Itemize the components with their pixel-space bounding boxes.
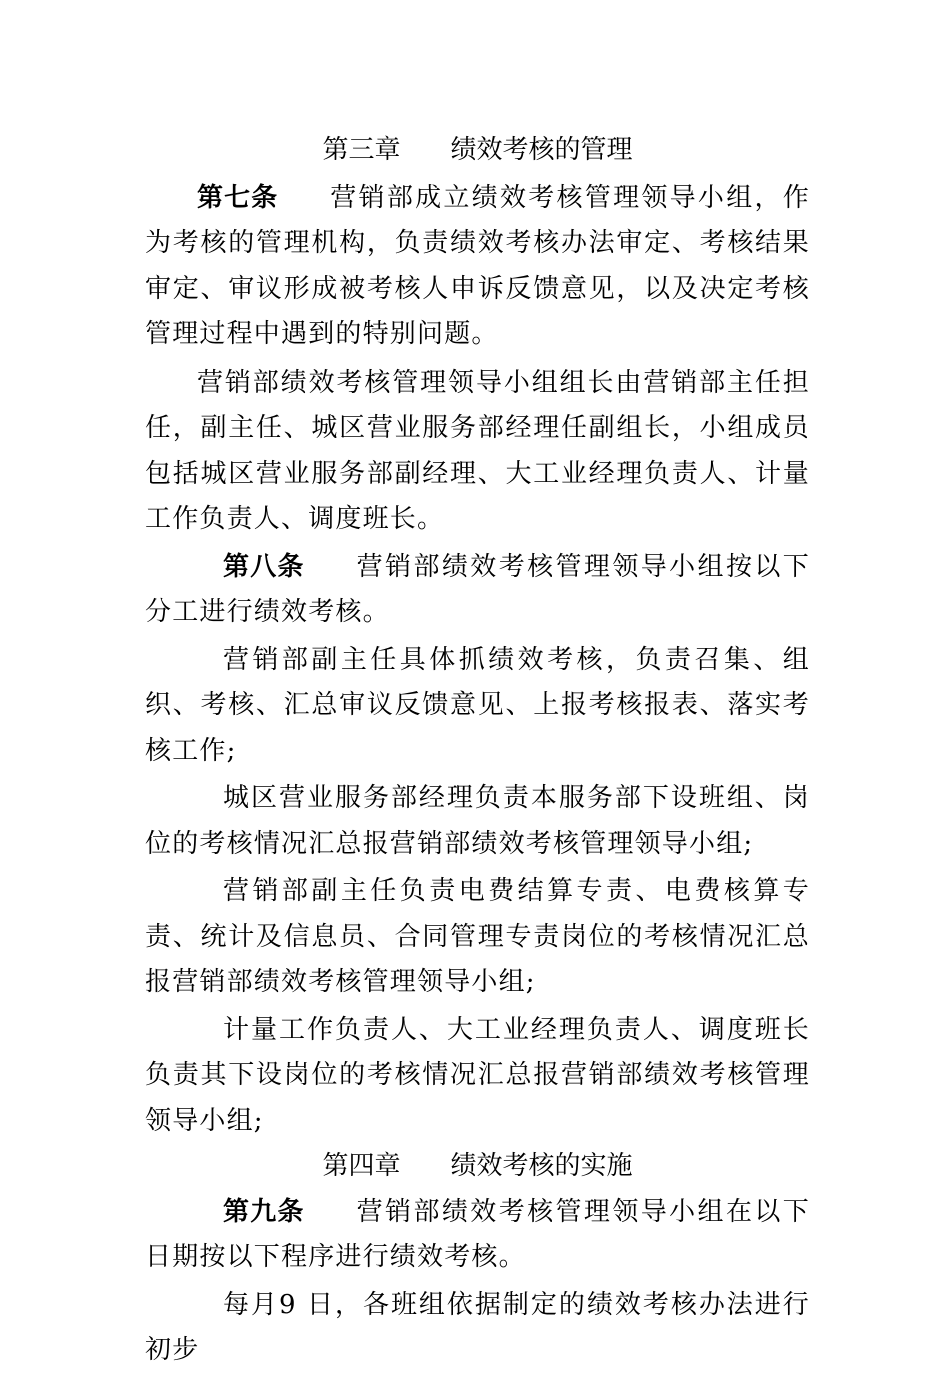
chapter-heading: [145, 128, 810, 174]
article-text: 营销部成立绩效考核管理领导小组，作为考核的管理机构，负责绩效考核办法审定、考核结果审定、审议形成被考核人申诉反馈意见，以及决定考核管理过程中遇到的特别问题。: [145, 182, 810, 349]
article-number: 第七条: [197, 182, 279, 213]
chapter-title: 绩效考核的实施: [450, 1151, 633, 1181]
chapter-title: 绩效考核的管理: [450, 135, 633, 165]
article-text: 营销部绩效考核管理领导小组按以下分工进行绩效考核。: [145, 551, 810, 627]
article-paragraph: [145, 176, 810, 358]
body-paragraph: 计量工作负责人、大工业经理负责人、调度班长负责其下设岗位的考核情况汇总报营销部绩效考核管理领导小组;: [145, 1014, 810, 1136]
chapter-number: 第三章: [322, 135, 401, 165]
article-number: 第九条: [223, 1196, 305, 1227]
article-number: 第八条: [223, 551, 305, 582]
article-text: 营销部绩效考核管理领导小组在以下日期按以下程序进行绩效考核。: [145, 1196, 810, 1272]
chapter-number: 第四章: [322, 1151, 401, 1181]
body-paragraph: 城区营业服务部经理负责本服务部下设班组、岗位的考核情况汇总报营销部绩效考核管理领导小组;: [145, 783, 810, 859]
body-paragraph: 营销部副主任具体抓绩效考核，负责召集、组织、考核、汇总审议反馈意见、上报考核报表、落实考核工作;: [145, 644, 810, 766]
chapter-heading: [145, 1144, 810, 1190]
article-paragraph: [145, 545, 810, 636]
body-paragraph: 营销部绩效考核管理领导小组组长由营销部主任担任，副主任、城区营业服务部经理任副组长，小组成员包括城区营业服务部副经理、大工业经理负责人、计量工作负责人、调度班长。: [145, 367, 810, 534]
article-paragraph: [145, 1190, 810, 1281]
body-paragraph: 每月9 日，各班组依据制定的绩效考核办法进行初步: [145, 1289, 810, 1365]
document-body: [145, 128, 810, 1374]
body-paragraph: 营销部副主任负责电费结算专责、电费核算专责、统计及信息员、合同管理专责岗位的考核情况汇总报营销部绩效考核管理领导小组;: [145, 876, 810, 997]
